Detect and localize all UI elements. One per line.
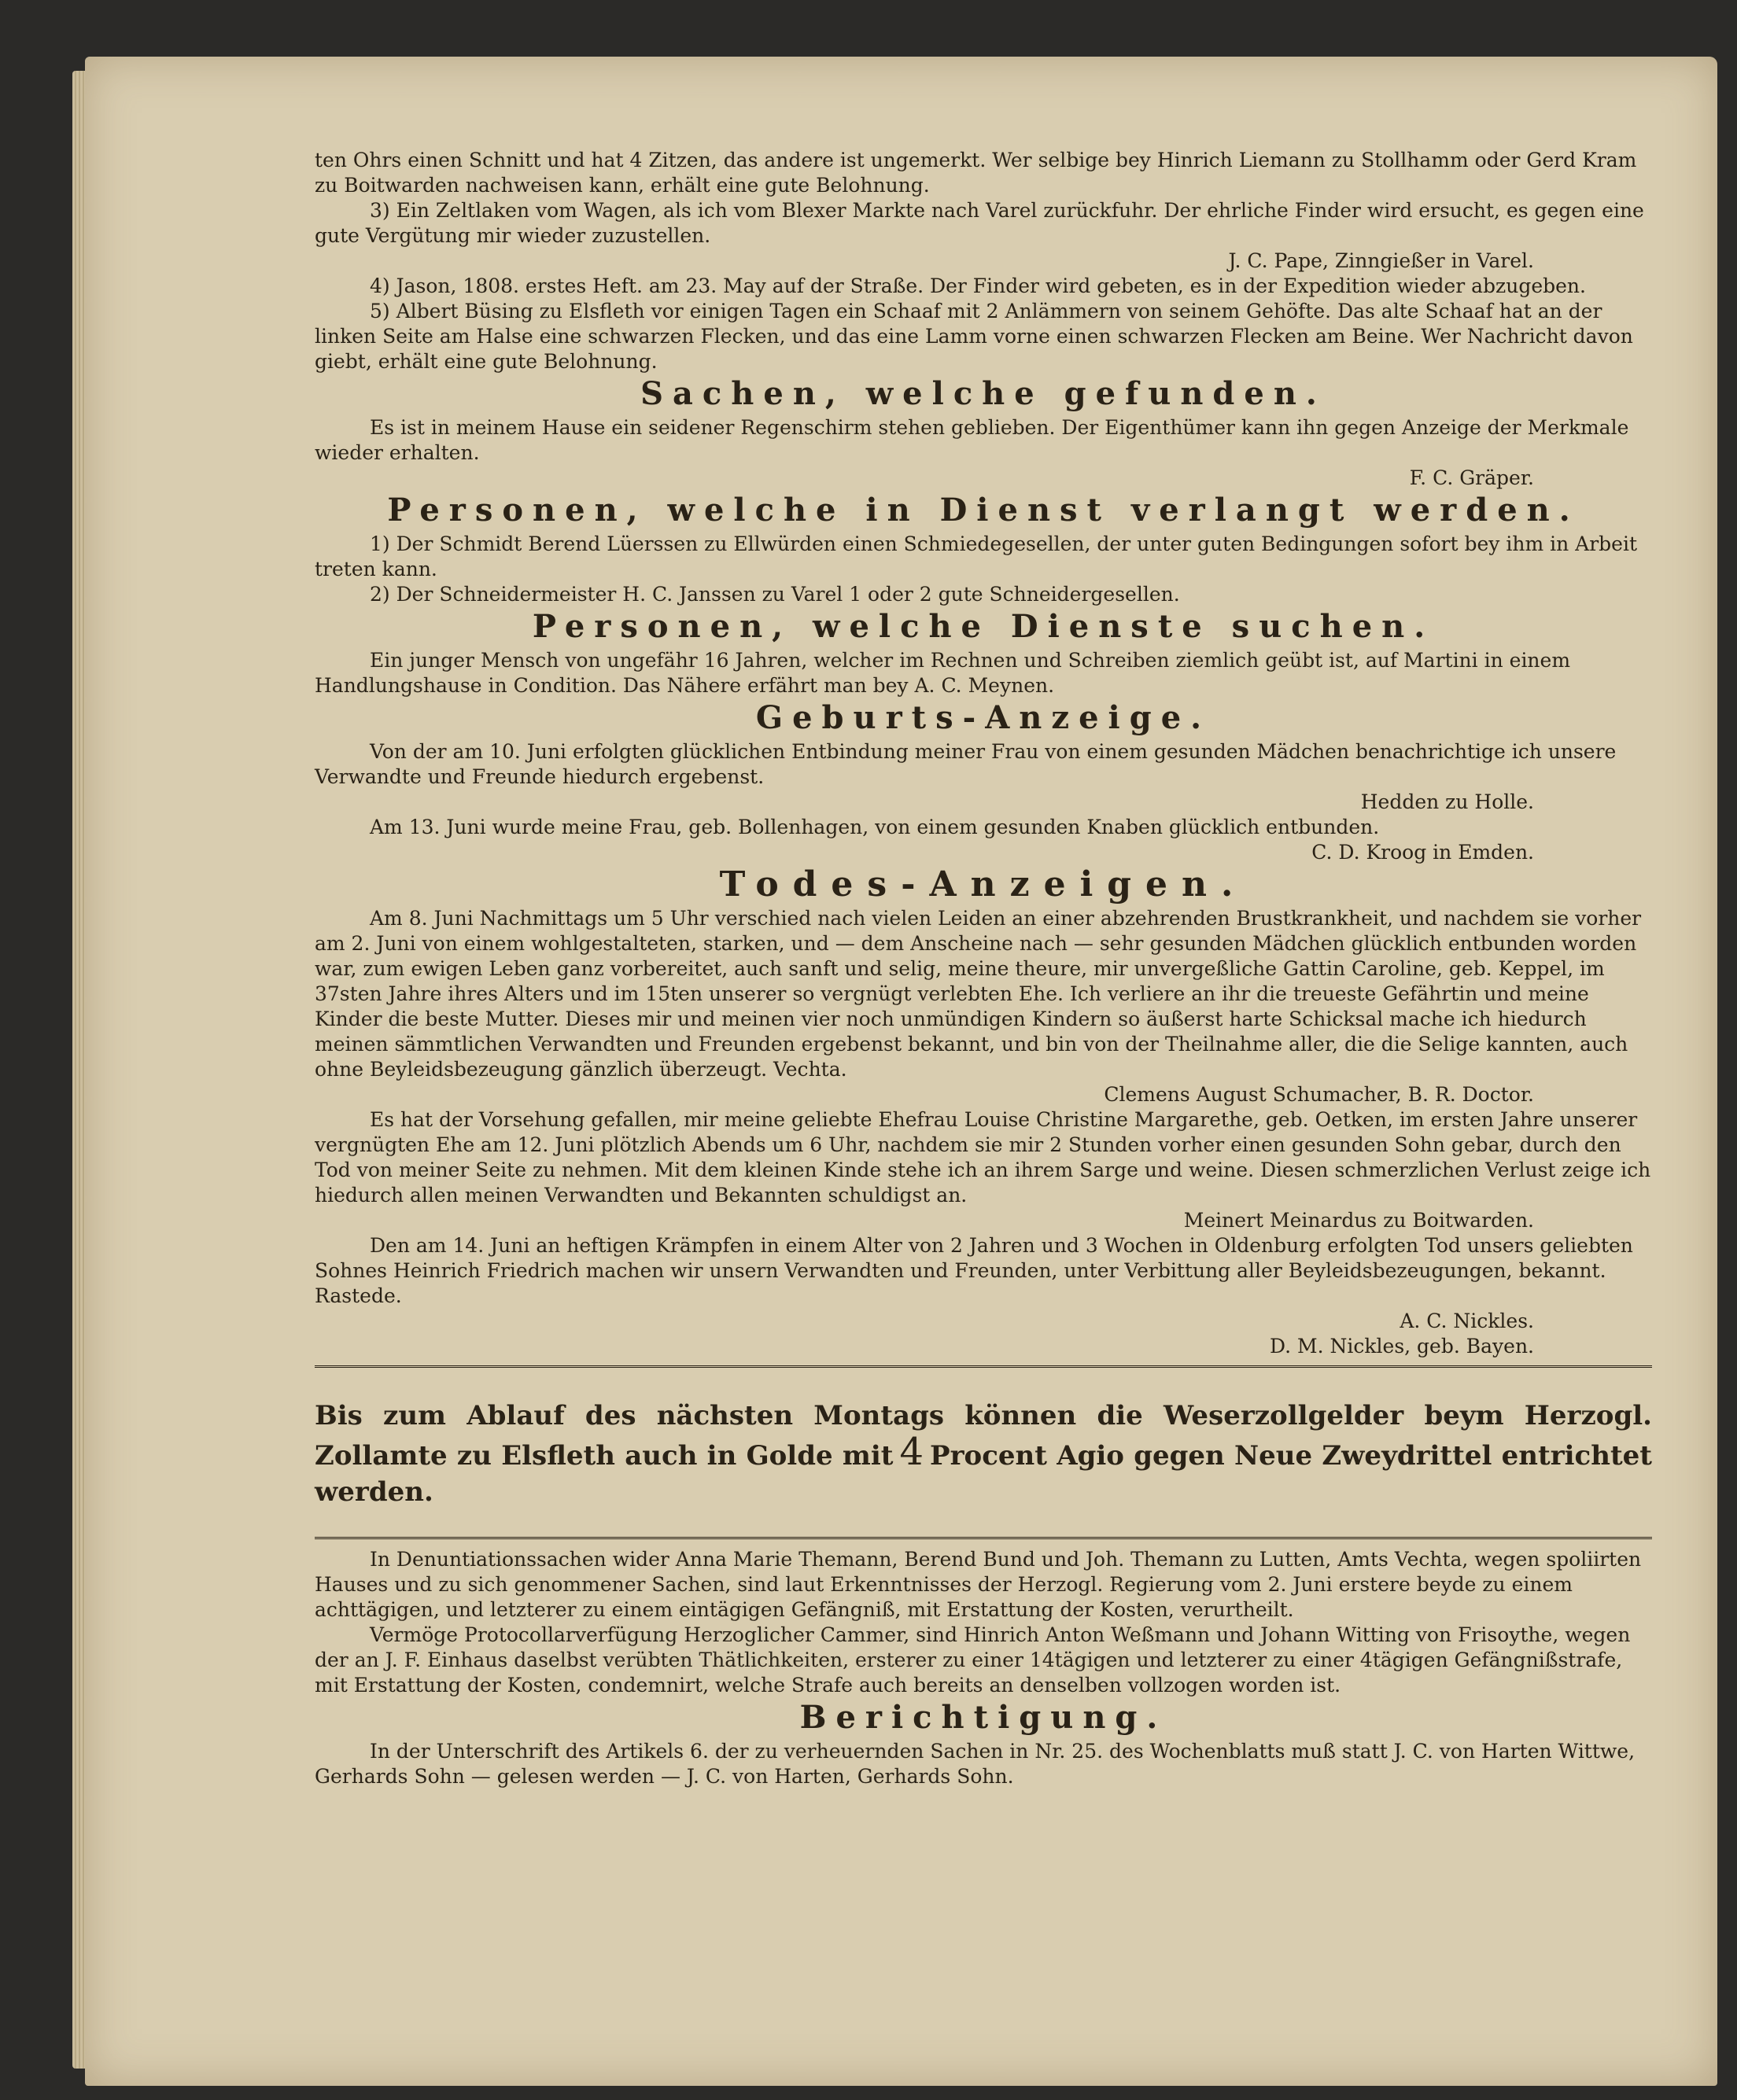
- births-heading: Geburts-Anzeige.: [755, 699, 1211, 736]
- found-text: Es ist in meinem Hause ein seidener Regenschirm stehen geblieben. Der Eigenthümer kann ihn gegen Anzeige der Merkmale wieder erhalten.: [315, 416, 1629, 464]
- wanted-heading: Personen, welche in Dienst verlangt werden.: [387, 492, 1580, 529]
- correction-text: In der Unterschrift des Artikels 6. der zu verheuernden Sachen in Nr. 25. des Wochenblatts muß statt J. C. von Harten Wittwe, Gerhards Sohn — gelesen werden — J. C. von Harten, Gerhards Sohn.: [315, 1740, 1636, 1788]
- death-notice-1: Am 8. Juni Nachmittags um 5 Uhr verschied nach vielen Leiden an einer abzehrenden Brustkrankheit, und nachdem sie vorher am 2. Juni von einem wohlgestalteten, starken, und — dem Anscheine nach — sehr gesunden Mädchen glücklich entbunden worden war, zum ewigen Leben ganz vorbereitet, auch sanft und selig, meine theure, mir unvergeßliche Gattin Caroline, geb. Keppel, im 37sten Jahre ihres Alters und im 15ten unserer so vergnügt verlebten Ehe. Ich verliere an ihr die treueste Gefährtin und meine Kinder die beste Mutter. Dieses mir und meinen vier noch unmündigen Kindern so äußerst harte Schicksal mache ich hiedurch meinen sämmtlichen Verwandten und Freunden ergebenst bekannt, und bin von der Theilnahme aller, die die Selige kannten, auch ohne Beyleidsbezeugung gänzlich überzeugt. Vechta.: [315, 907, 1642, 1081]
- section-rule-1: [315, 1365, 1652, 1371]
- page-content: [315, 148, 1652, 1789]
- found-heading: Sachen, welche gefunden.: [640, 375, 1326, 412]
- death-notice-2: Es hat der Vorsehung gefallen, mir meine geliebte Ehefrau Louise Christine Margarethe, geb. Oetken, im ersten Jahre unserer vergnügten Ehe am 12. Juni plötzlich Abends um 6 Uhr, nachdem sie mir 2 Stunden vorher einen gesunden Sohn gebar, durch den Tod von meiner Seite zu nehmen. Mit dem kleinen Kinde stehe ich an ihrem Sarge und weine. Diesen schmerzlichen Verlust zeige ich hiedurch allen meinen Verwandten und Bekannten schuldigst an.: [315, 1108, 1651, 1207]
- birth-notice-1: Von der am 10. Juni erfolgten glücklichen Entbindung meiner Frau von einem gesunden Mädchen benachrichtige ich unsere Verwandte und Freunde hiedurch ergebenst.: [315, 740, 1617, 788]
- toll-notice-number: 4: [899, 1430, 924, 1474]
- wanted-item-1: 1) Der Schmidt Berend Lüerssen zu Ellwürden einen Schmiedegesellen, der unter guten Bedingungen sofort bey ihm in Arbeit treten kann.: [315, 532, 1637, 580]
- seeking-heading: Personen, welche Dienste suchen.: [532, 608, 1435, 645]
- correction-heading: Berichtigung.: [799, 1699, 1167, 1736]
- death-signature-2: Meinert Meinardus zu Boitwarden.: [1183, 1209, 1534, 1232]
- lost-item-3: 3) Ein Zeltlaken vom Wagen, als ich vom Blexer Markte nach Varel zurückfuhr. Der ehrliche Finder wird ersucht, es gegen eine gute Vergütung mir wieder zuzustellen.: [315, 199, 1644, 247]
- death-notice-3: Den am 14. Juni an heftigen Krämpfen in einem Alter von 2 Jahren und 3 Wochen in Oldenburg erfolgten Tod unsers geliebten Sohnes Heinrich Friedrich machen wir unsern Verwandten und Freunden, unter Verbittung aller Beyleidsbezeugungen, bekannt. Rastede.: [315, 1234, 1633, 1307]
- death-signature-3a: A. C. Nickles.: [1400, 1310, 1534, 1332]
- court-notice-2: Vermöge Protocollarverfügung Herzoglicher Cammer, sind Hinrich Anton Weßmann und Johann Witting von Frisoythe, wegen der an J. F. Einhaus daselbst verübten Thätlichkeiten, ersterer zu einer 14tägigen und letzterer zu einer 4tägigen Gefängnißstrafe, mit Erstattung der Kosten, condemnirt, welche Strafe auch bereits an denselben vollzogen worden ist.: [315, 1623, 1631, 1697]
- lost-item-4: 4) Jason, 1808. erstes Heft. am 23. May auf der Straße. Der Finder wird gebeten, es in der Expedition wieder abzugeben.: [370, 274, 1586, 297]
- toll-notice-text-before: Bis zum Ablauf des nächsten Montags können die Weserzollgelder beym Herzogl. Zollamte zu Elsfleth auch in Golde mit: [315, 1400, 1652, 1472]
- court-notice-1: In Denuntiationssachen wider Anna Marie Themann, Berend Bund und Joh. Themann zu Lutten, Amts Vechta, wegen spoliirten Hauses und zu sich genommener Sachen, sind laut Erkenntnisses der Herzogl. Regierung vom 2. Juni erstere beyde zu einem achttägigen, und letzterer zu einem eintägigen Gefängniß, mit Erstattung der Kosten, verurtheilt.: [315, 1548, 1642, 1621]
- lost-item-5: 5) Albert Büsing zu Elsfleth vor einigen Tagen ein Schaaf mit 2 Anlämmern von seinem Gehöfte. Das alte Schaaf hat an der linken Seite am Halse eine schwarzen Flecken, und das eine Lamm vorne einen schwarzen Flecken am Beine. Wer Nachricht davon giebt, erhält eine gute Belohnung.: [315, 300, 1633, 373]
- birth-signature-1: Hedden zu Holle.: [1360, 790, 1534, 813]
- section-rule-2: [315, 1537, 1652, 1542]
- seeking-text: Ein junger Mensch von ungefähr 16 Jahren, welcher im Rechnen und Schreiben ziemlich geübt ist, auf Martini in einem Handlungshause in Condition. Das Nähere erfährt man bey A. C. Meynen.: [315, 649, 1571, 697]
- found-signature: F. C. Gräper.: [1409, 466, 1534, 489]
- birth-signature-2: C. D. Kroog in Emden.: [1311, 841, 1534, 864]
- death-signature-3b: D. M. Nickles, geb. Bayen.: [1269, 1335, 1534, 1358]
- birth-notice-2: Am 13. Juni wurde meine Frau, geb. Bollenhagen, von einem gesunden Knaben glücklich entbunden.: [370, 816, 1380, 838]
- lost-item-3-signature: J. C. Pape, Zinngießer in Varel.: [1228, 249, 1534, 272]
- toll-notice-text-after: Procent Agio gegen Neue Zweydrittel entrichtet werden.: [315, 1440, 1652, 1508]
- wanted-item-2: 2) Der Schneidermeister H. C. Janssen zu Varel 1 oder 2 gute Schneidergesellen.: [370, 583, 1180, 606]
- toll-notice: [315, 1398, 1652, 1510]
- death-signature-1: Clemens August Schumacher, B. R. Doctor.: [1104, 1083, 1534, 1106]
- deaths-heading: Todes-Anzeigen.: [719, 864, 1248, 904]
- lost-item-2-continued: ten Ohrs einen Schnitt und hat 4 Zitzen, das andere ist ungemerkt. Wer selbige bey Hinrich Liemann zu Stollhamm oder Gerd Kram zu Boitwarden nachweisen kann, erhält eine gute Belohnung.: [315, 149, 1637, 197]
